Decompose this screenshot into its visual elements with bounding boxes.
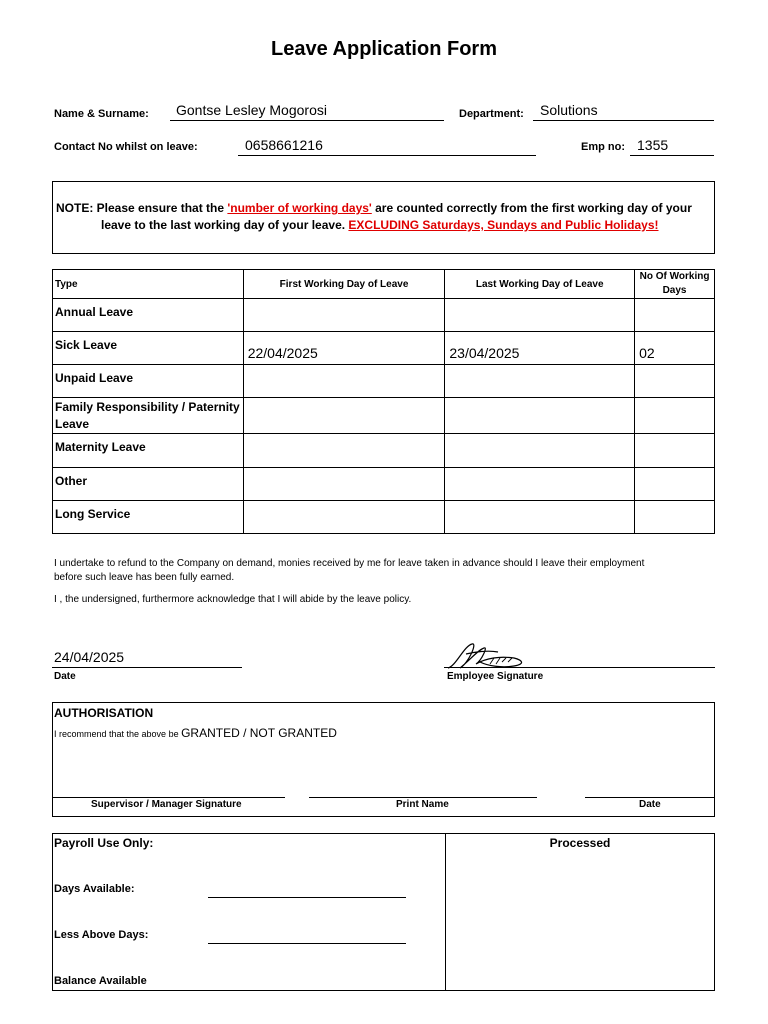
emp-label: Emp no: [581,141,625,153]
table-row [53,434,715,468]
row-last-day[interactable] [445,299,635,332]
row-first-day[interactable] [243,501,445,534]
row-days[interactable] [635,398,715,434]
print-name-line [309,797,537,798]
recommend-text: I recommend that the above be [54,729,182,739]
leave-table [52,269,715,534]
emp-underline [630,155,714,156]
note-line-2 [101,218,659,232]
note-highlight: 'number of working days' [227,201,372,215]
signature-underline [444,667,715,668]
table-row [53,299,715,332]
date-underline [52,667,242,668]
row-last-day[interactable] [445,365,635,398]
declaration-line-1: I undertake to refund to the Company on demand, monies received by me for leave taken in advance should I leave their employment [54,558,645,569]
table-row [53,365,715,398]
contact-underline [238,155,536,156]
row-days[interactable] [635,468,715,501]
processed-label: Processed [549,836,611,850]
authorisation-title: AUTHORISATION [54,706,154,720]
note-line2-text: leave to the last working day of your leave. [101,218,349,232]
row-last-day[interactable] [445,398,635,434]
row-last-day[interactable] [445,434,635,468]
name-value[interactable]: Gontse Lesley Mogorosi [176,102,327,118]
note-line-1 [56,201,692,215]
name-label: Name & Surname: [54,108,149,120]
row-first-day[interactable] [243,468,445,501]
row-type: Long Service [53,501,244,534]
header-working-days: No Of Working Days [635,270,715,299]
auth-date-line [585,797,715,798]
declaration-line-3: I , the undersigned, furthermore acknowledge that I will abide by the leave policy. [54,594,412,605]
row-first-day[interactable] [243,365,445,398]
row-first-day[interactable] [243,398,445,434]
less-above-line[interactable] [208,943,406,944]
note-mid: are counted correctly from the first working day of your [371,201,692,215]
emp-value[interactable]: 1355 [637,137,669,153]
row-first-day[interactable]: 22/04/2025 [243,332,445,365]
payroll-box [52,833,715,991]
row-last-day[interactable] [445,501,635,534]
row-days[interactable]: 02 [635,332,715,365]
header-last-day: Last Working Day of Leave [445,270,635,299]
payroll-title: Payroll Use Only: [54,836,154,850]
table-row [53,501,715,534]
department-underline [533,120,714,121]
row-days[interactable] [635,434,715,468]
page-title: Leave Application Form [271,38,497,60]
row-type: Other [53,468,244,501]
days-available-label: Days Available: [54,883,135,895]
print-name-label: Print Name [396,799,449,810]
row-type: Family Responsibility / Paternity Leave [53,398,244,434]
row-first-day[interactable] [243,434,445,468]
payroll-divider [445,834,446,990]
row-last-day[interactable] [445,468,635,501]
authorisation-recommend [54,724,337,742]
department-value[interactable]: Solutions [540,102,598,118]
row-type: Sick Leave [53,332,244,365]
name-underline [170,120,444,121]
contact-value[interactable]: 0658661216 [245,137,323,153]
row-first-day[interactable] [243,299,445,332]
note-excluding: EXCLUDING Saturdays, Sundays and Public Holidays! [348,218,659,232]
days-available-line[interactable] [208,897,406,898]
note-prefix: NOTE: Please ensure that the [56,201,228,215]
authorisation-box [52,702,715,817]
row-type: Unpaid Leave [53,365,244,398]
supervisor-signature-line [52,797,285,798]
table-row [53,398,715,434]
header-first-day: First Working Day of Leave [243,270,445,299]
header-type: Type [53,270,244,299]
granted-options[interactable]: GRANTED / NOT GRANTED [181,726,337,740]
note-box [52,181,715,254]
contact-label: Contact No whilst on leave: [54,141,198,153]
row-days[interactable] [635,365,715,398]
signature-label: Employee Signature [447,671,544,682]
department-label: Department: [459,108,524,120]
table-header-row [53,270,715,299]
supervisor-signature-label: Supervisor / Manager Signature [91,799,242,810]
row-last-day[interactable]: 23/04/2025 [445,332,635,365]
less-above-label: Less Above Days: [54,929,149,941]
row-days[interactable] [635,299,715,332]
row-type: Annual Leave [53,299,244,332]
date-value[interactable]: 24/04/2025 [54,649,125,665]
date-label: Date [54,671,76,682]
row-days[interactable] [635,501,715,534]
declaration-line-2: before such leave has been fully earned. [54,572,235,583]
table-row [53,468,715,501]
row-type: Maternity Leave [53,434,244,468]
table-row [53,332,715,365]
auth-date-label: Date [639,799,661,810]
balance-label: Balance Available [54,975,147,987]
